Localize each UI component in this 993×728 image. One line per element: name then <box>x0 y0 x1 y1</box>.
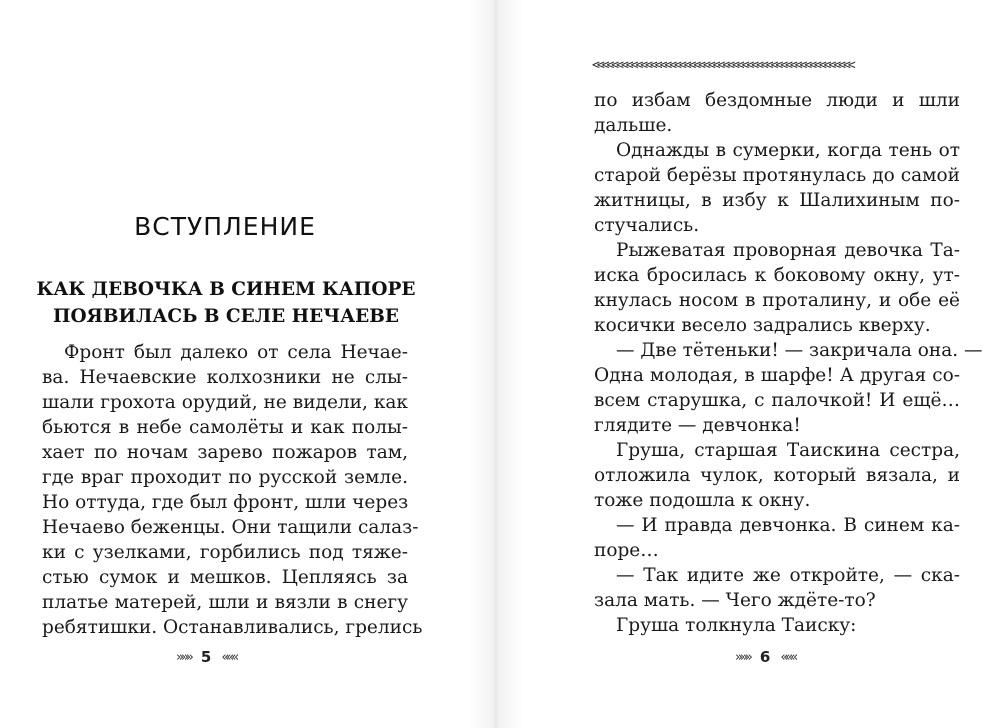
text-line: стучались. <box>594 215 700 236</box>
text-line: платье матерей, шли и вязли в снегу <box>42 592 408 613</box>
text-line: иска бросилась к боковому окну, ут- <box>594 265 960 286</box>
text-line: Фронт был далеко от села Нечае- <box>64 342 408 363</box>
section-title: ВСТУПЛЕНИЕ <box>134 212 316 241</box>
right-page-body <box>594 88 983 638</box>
text-line: Рыжеватая проворная девочка Та- <box>616 240 960 261</box>
header-ornament: <<<<<<<<<<<<<<<<<<<<<<<<<<<<<<<<<<<<<<<<<<<<<<<<<<<<<< <box>592 58 853 72</box>
text-line: зала мать. — Чего ждёте-то? <box>594 590 876 611</box>
text-line: всем старушка, с палочкой! И ещё… <box>594 390 960 411</box>
text-line: поре… <box>594 540 659 561</box>
text-line: Одна молодая, в шарфе! А другая со- <box>594 365 960 386</box>
chapter-title-line: ПОЯВИЛАСЬ В СЕЛЕ НЕЧАЕВЕ <box>52 306 400 327</box>
text-line: старой берёзы протянулась до самой <box>594 165 960 186</box>
text-line: косички весело задрались кверху. <box>594 315 931 336</box>
chapter-title <box>36 276 416 330</box>
page-number: 5 <box>200 648 212 666</box>
text-line: стью сумок и мешков. Цепляясь за <box>42 567 408 588</box>
text-line: где враг проходит по русской земле. <box>42 467 408 488</box>
double-chevron-right-icon: »»» <box>176 649 191 665</box>
text-line: — Так идите же откройте, — ска- <box>616 565 960 586</box>
text-line: Груша толкнула Таиску: <box>616 615 857 636</box>
text-line: ва. Нечаевские колхозники не слы- <box>42 367 408 388</box>
text-line: ки с узелками, горбились под тяже- <box>42 542 408 563</box>
text-line: хает по ночам зарево пожаров там, <box>42 442 408 463</box>
text-line: кнулась носом в проталину, и обе её <box>594 290 960 311</box>
text-line: отложила чулок, который вязала, и <box>594 465 960 486</box>
text-line: житницы, в избу к Шалихиным по- <box>594 190 960 211</box>
page-number-right <box>735 648 795 666</box>
text-line: — И правда девчонка. В синем ка- <box>616 515 960 536</box>
chapter-title-line: КАК ДЕВОЧКА В СИНЕМ КАПОРЕ <box>36 279 416 300</box>
double-chevron-right-icon: »»» <box>735 649 750 665</box>
text-line: по избам бездомные люди и шли <box>594 90 960 111</box>
text-line: дальше. <box>594 115 673 136</box>
double-chevron-left-icon: ««« <box>221 649 237 665</box>
text-line: Однажды в сумерки, когда тень от <box>616 140 960 161</box>
text-line: ребятишки. Останавливались, грелись <box>42 617 423 638</box>
text-line: шали грохота орудий, не видели, как <box>42 392 408 413</box>
text-line: Но оттуда, где был фронт, шли через <box>42 492 409 513</box>
text-line: Нечаево беженцы. Они тащили салаз- <box>42 517 419 538</box>
text-line: глядите — девчонка! <box>594 415 801 436</box>
text-line: бьются в небе самолёты и как полы- <box>42 417 408 438</box>
page-number: 6 <box>759 648 771 666</box>
text-line: тоже подошла к окну. <box>594 490 811 511</box>
text-line: Груша, старшая Таискина сестра, <box>616 440 960 461</box>
page-number-left <box>176 648 236 666</box>
text-line: — Две тётеньки! — закричала она. — <box>616 340 983 361</box>
book-gutter <box>468 0 524 728</box>
left-page-body <box>42 340 423 640</box>
double-chevron-left-icon: ««« <box>780 649 796 665</box>
